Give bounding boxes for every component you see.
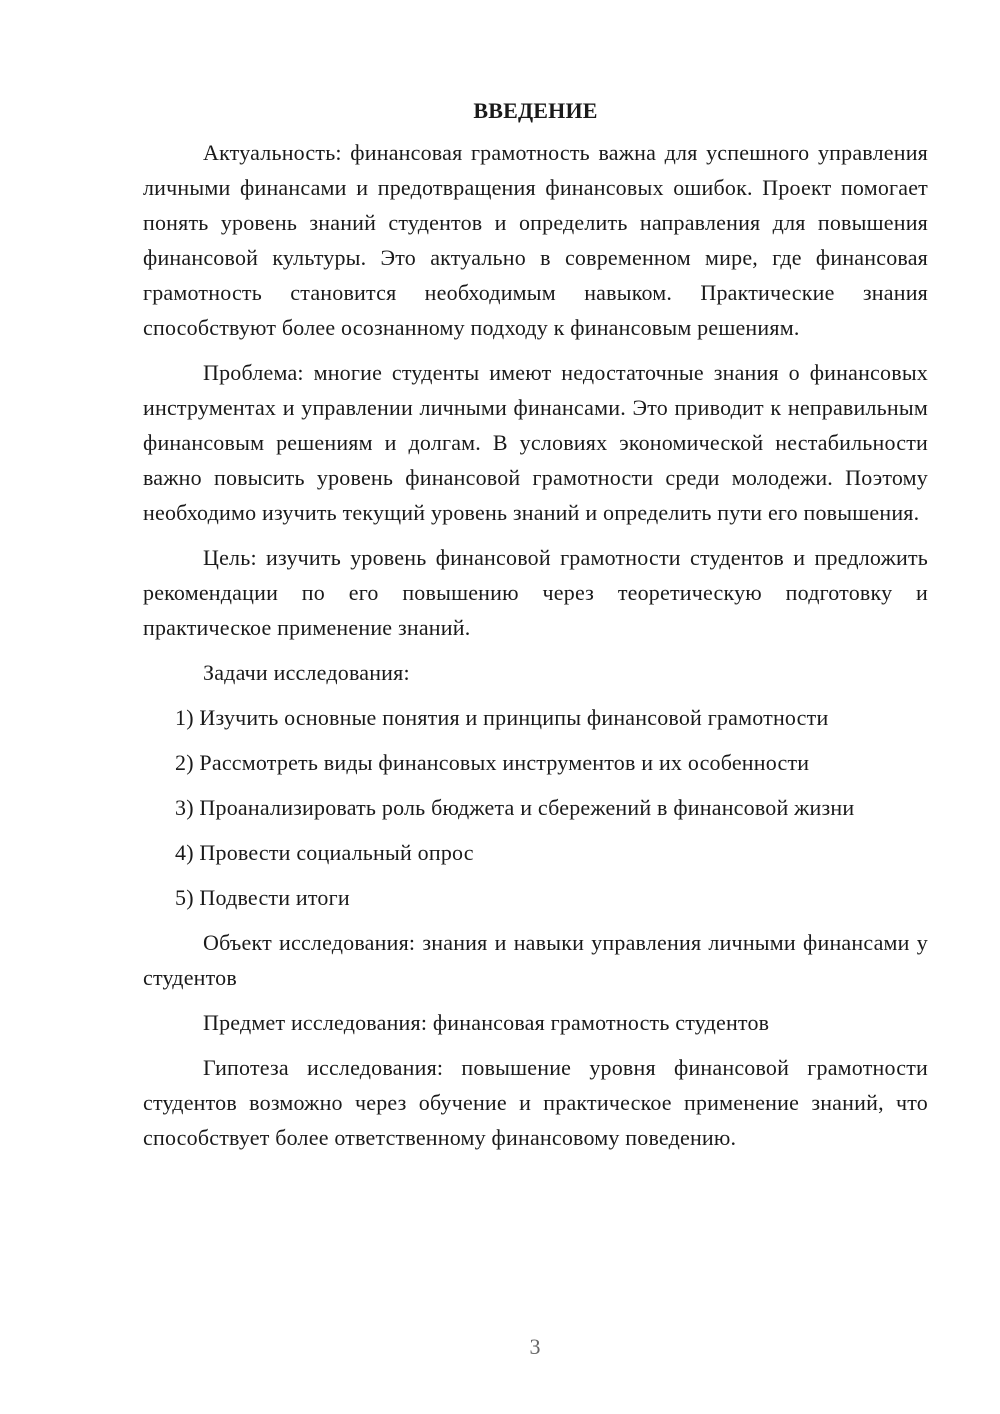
subject-paragraph: Предмет исследования: финансовая грамотность студентов — [203, 1010, 770, 1035]
object-paragraph: Объект исследования: знания и навыки управления личными финансами у студентов — [143, 930, 928, 990]
task-item: 5) Подвести итоги — [175, 885, 350, 910]
task-item: 4) Провести социальный опрос — [175, 840, 474, 865]
tasks-heading: Задачи исследования: — [203, 660, 410, 685]
task-item: 1) Изучить основные понятия и принципы финансовой грамотности — [175, 705, 829, 730]
goal-paragraph: Цель: изучить уровень финансовой грамотности студентов и предложить рекомендации по его повышению через теоретическую подготовку и практическое применение знаний. — [143, 545, 928, 640]
task-item: 3) Проанализировать роль бюджета и сбережений в финансовой жизни — [175, 795, 855, 820]
document-body — [143, 96, 928, 1165]
task-item: 2) Рассмотреть виды финансовых инструментов и их особенности — [175, 750, 810, 775]
hypothesis-paragraph: Гипотеза исследования: повышение уровня финансовой грамотности студентов возможно через обучение и практическое применение знаний, что способствует более ответственному финансовому поведению. — [143, 1055, 928, 1150]
relevance-paragraph: Актуальность: финансовая грамотность важна для успешного управления личными финансами и предотвращения финансовых ошибок. Проект помогает понять уровень знаний студентов и определить направления для повышения финансовой культуры. Это актуально в современном мире, где финансовая грамотность становится необходимым навыком. Практические знания способствуют более осознанному подходу к финансовым решениям. — [143, 140, 928, 340]
section-title: ВВЕДЕНИЕ — [473, 98, 598, 123]
page-number: 3 — [529, 1334, 541, 1359]
problem-paragraph: Проблема: многие студенты имеют недостаточные знания о финансовых инструментах и управлении личными финансами. Это приводит к неправильным финансовым решениям и долгам. В условиях экономической нестабильности важно повысить уровень финансовой грамотности среди молодежи. Поэтому необходимо изучить текущий уровень знаний и определить пути его повышения. — [143, 360, 928, 525]
